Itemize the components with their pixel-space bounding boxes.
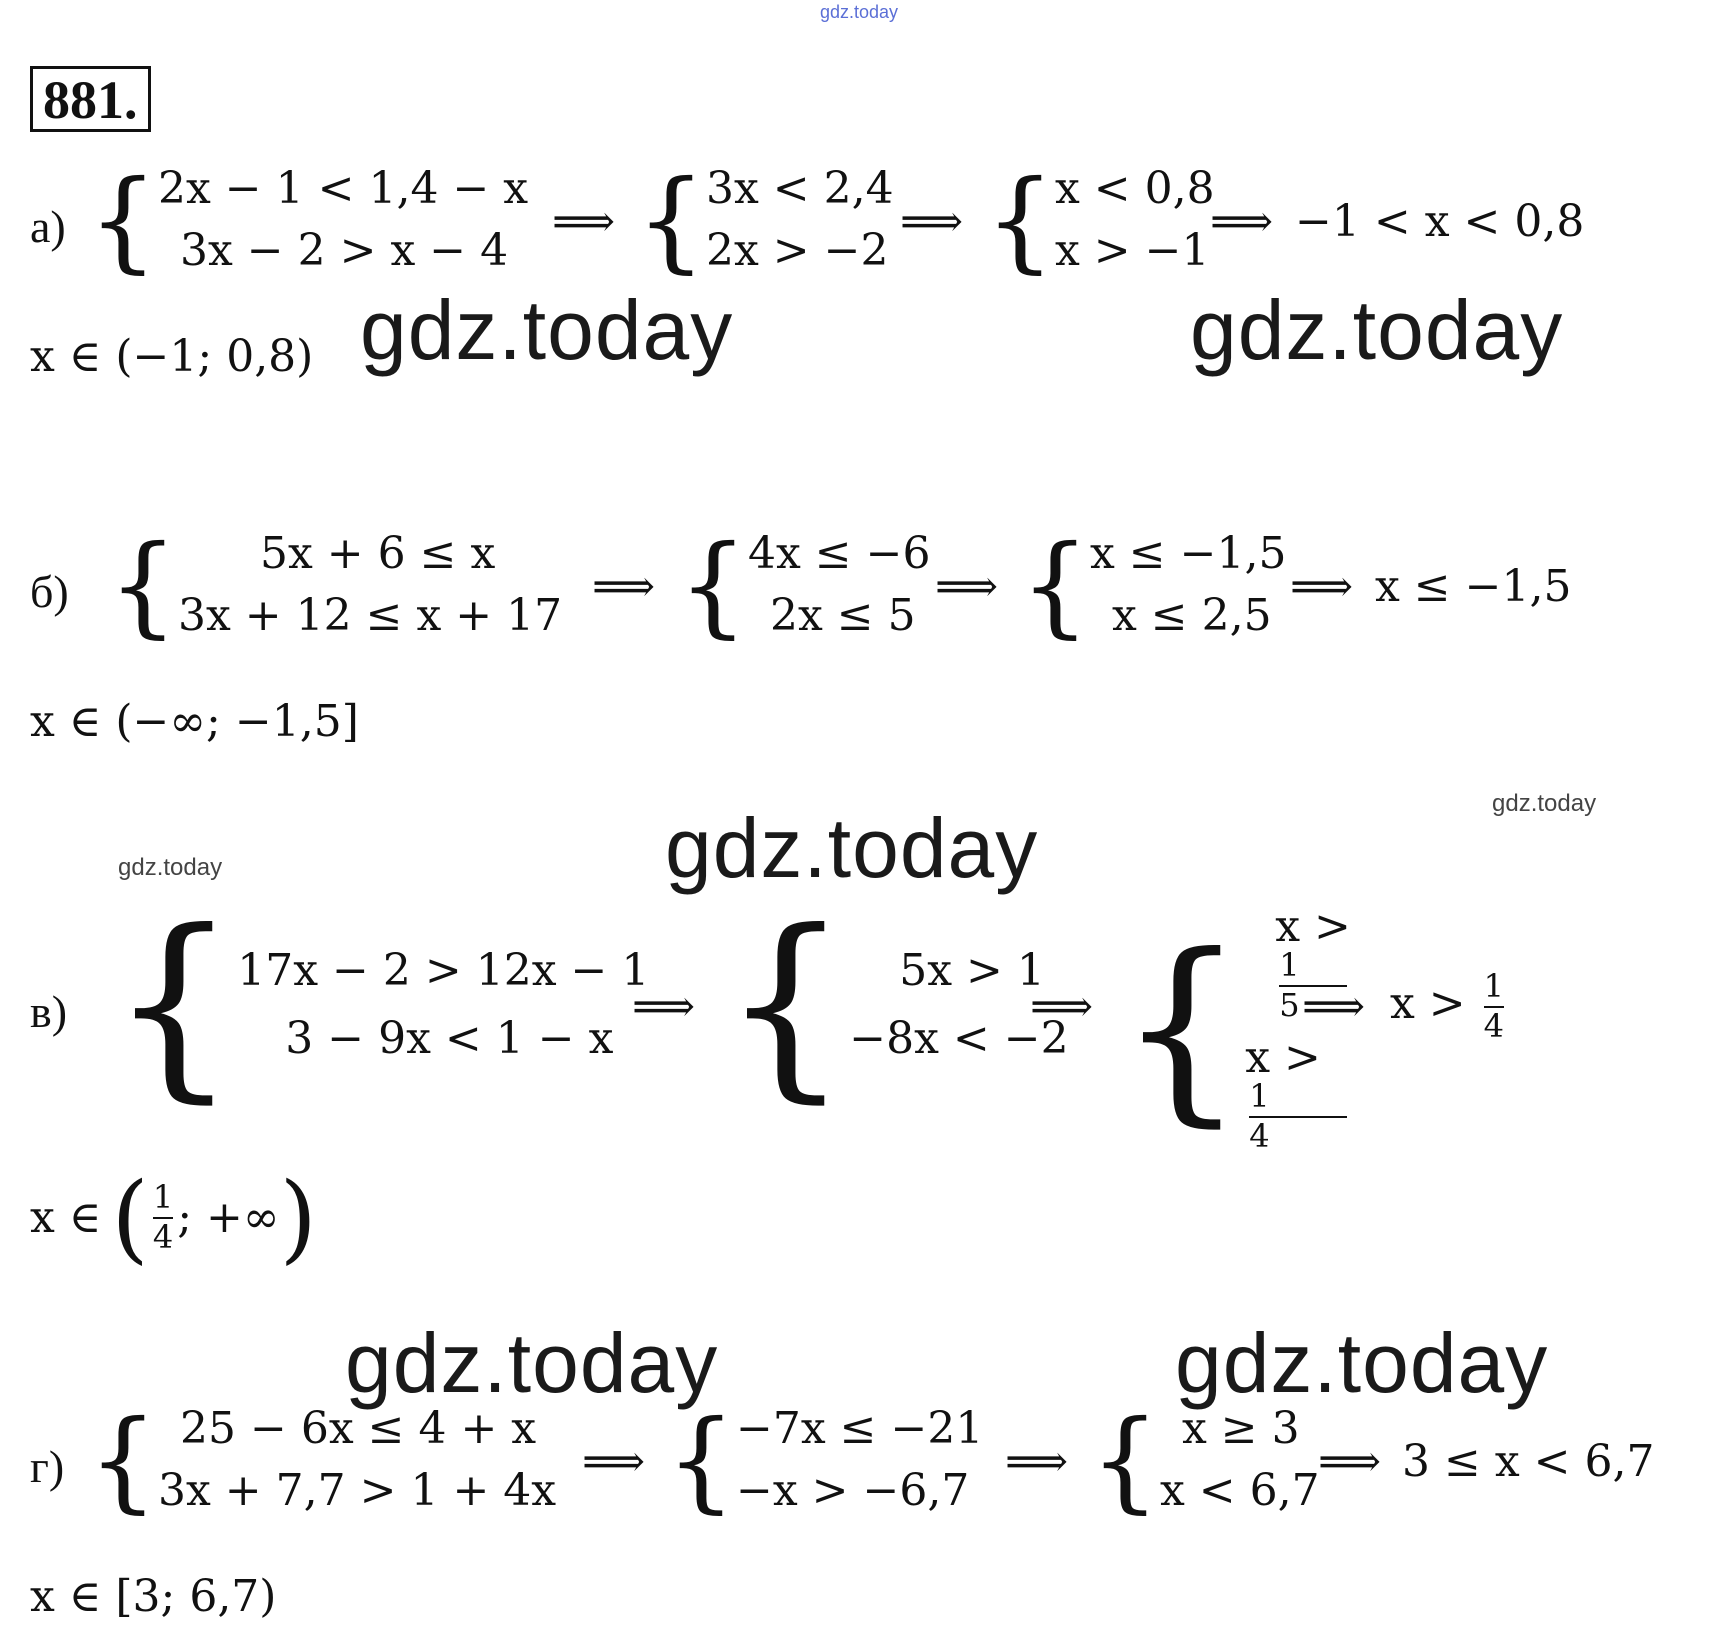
watermark: gdz.today [1190, 283, 1564, 377]
arrow: ⟹ [1030, 981, 1094, 1032]
part-b-system-3 [1020, 521, 1287, 649]
part-c-answer-suffix: ; +∞ [177, 1192, 280, 1243]
part-d-system-2 [666, 1396, 984, 1524]
part-c-sys3-row1-prefix: x > [1275, 901, 1351, 952]
fraction-numerator: 1 [1279, 946, 1300, 984]
part-a-sys2-row1: 3x < 2,4 [706, 163, 894, 214]
part-b-sys3-row1: x ≤ −1,5 [1090, 528, 1287, 579]
part-b-sys2-row2: 2x ≤ 5 [770, 590, 916, 641]
arrow: ⟹ [552, 196, 616, 247]
part-d-sys2-row1: −7x ≤ −21 [736, 1403, 984, 1454]
part-a-system-2 [636, 156, 894, 284]
part-d-label: г) [30, 1441, 65, 1492]
arrow: ⟹ [632, 981, 696, 1032]
part-a-system-1 [88, 156, 529, 284]
arrow: ⟹ [1302, 981, 1366, 1032]
part-d-sys1-row2: 3x + 7,7 > 1 + 4x [158, 1465, 557, 1516]
part-b-sys3-row2: x ≤ 2,5 [1112, 590, 1272, 641]
part-c-system-1 [110, 888, 650, 1121]
brace: { [666, 1396, 736, 1524]
part-d-system-1 [88, 1396, 557, 1524]
part-d-sys3-row2: x < 6,7 [1160, 1465, 1320, 1516]
fraction-denominator: 4 [1483, 1006, 1505, 1045]
part-a-answer: x ∈ (−1; 0,8) [30, 331, 314, 382]
part-c-answer [30, 1162, 317, 1274]
fraction-numerator: 1 [1249, 1077, 1270, 1116]
watermark-small: gdz.today [1492, 790, 1597, 817]
arrow: ⟹ [1290, 561, 1354, 612]
part-b-system-1 [108, 521, 563, 649]
arrow: ⟹ [1318, 1436, 1382, 1487]
arrow: ⟹ [592, 561, 656, 612]
watermark-top: gdz.today [820, 2, 899, 22]
arrow: ⟹ [935, 561, 999, 612]
arrow: ⟹ [900, 196, 964, 247]
part-c-sys3-row2-prefix: x > [1245, 1032, 1321, 1084]
arrow: ⟹ [582, 1436, 646, 1487]
part-b-sys1-row2: 3x + 12 ≤ x + 17 [178, 590, 563, 641]
part-b-system-2 [678, 521, 931, 649]
part-b-sys1-row1: 5x + 6 ≤ x [260, 528, 496, 579]
brace: { [985, 156, 1055, 284]
part-c-result-prefix: x > [1390, 978, 1466, 1030]
part-a-sys3-row2: x > −1 [1055, 225, 1210, 276]
part-b-label: б) [30, 566, 69, 617]
fraction-denominator: 4 [152, 1218, 174, 1256]
part-b-answer: x ∈ (−∞; −1,5] [30, 696, 359, 747]
fraction-numerator: 1 [1483, 967, 1505, 1005]
brace: { [636, 156, 706, 284]
part-d-sys2-row2: −x > −6,7 [736, 1465, 970, 1516]
fraction-numerator: 1 [152, 1178, 174, 1217]
watermark: gdz.today [345, 1316, 719, 1410]
problem-number: 881. [30, 66, 151, 132]
part-b-sys2-row1: 4x ≤ −6 [748, 528, 931, 579]
part-d-sys3-row1: x ≥ 3 [1182, 1403, 1300, 1454]
part-c-sys3-row2 [1245, 1032, 1351, 1155]
watermark: gdz.today [1175, 1316, 1549, 1410]
part-a-label: а) [30, 201, 66, 252]
part-c-sys1-row2: 3 − 9x < 1 − x [285, 1013, 614, 1064]
part-a-system-3 [985, 156, 1215, 284]
brace: { [722, 888, 850, 1121]
part-c-system-2 [722, 888, 1069, 1121]
brace: { [108, 521, 178, 649]
watermark: gdz.today [360, 283, 734, 377]
part-b-result: x ≤ −1,5 [1375, 561, 1572, 612]
brace: { [88, 156, 158, 284]
left-paren: ( [111, 1162, 149, 1274]
brace: { [110, 888, 238, 1121]
part-d-answer: x ∈ [3; 6,7) [30, 1571, 277, 1622]
brace: { [1090, 1396, 1160, 1524]
part-d-system-3 [1090, 1396, 1320, 1524]
part-c-sys2-row2: −8x < −2 [849, 1013, 1069, 1064]
part-a-sys1-row2: 3x − 2 > x − 4 [180, 225, 509, 276]
part-c-label: в) [30, 986, 68, 1037]
part-a-sys2-row2: 2x > −2 [706, 225, 889, 276]
watermark-small: gdz.today [118, 854, 223, 881]
brace: { [1020, 521, 1090, 649]
fraction [152, 1178, 174, 1256]
arrow: ⟹ [1005, 1436, 1069, 1487]
part-c-sys1-row1: 17x − 2 > 12x − 1 [237, 945, 650, 996]
part-a-sys3-row1: x < 0,8 [1055, 163, 1215, 214]
brace: { [678, 521, 748, 649]
part-d-result: 3 ≤ x < 6,7 [1402, 1436, 1655, 1487]
part-c-result [1390, 967, 1508, 1045]
part-a-result: −1 < x < 0,8 [1295, 196, 1585, 247]
fraction [1249, 1077, 1347, 1155]
watermark: gdz.today [665, 801, 1039, 895]
arrow: ⟹ [1210, 196, 1274, 247]
part-c-answer-prefix: x ∈ [30, 1192, 102, 1243]
brace: { [88, 1396, 158, 1524]
part-a-sys1-row1: 2x − 1 < 1,4 − x [158, 163, 529, 214]
right-paren: ) [279, 1162, 317, 1274]
fraction [1483, 967, 1505, 1045]
brace: { [1118, 912, 1246, 1146]
part-c-sys2-row1: 5x > 1 [899, 945, 1045, 996]
fraction-denominator: 4 [1249, 1116, 1270, 1155]
fraction-denominator: 5 [1279, 985, 1300, 1024]
part-d-sys1-row1: 25 − 6x ≤ 4 + x [180, 1403, 537, 1454]
